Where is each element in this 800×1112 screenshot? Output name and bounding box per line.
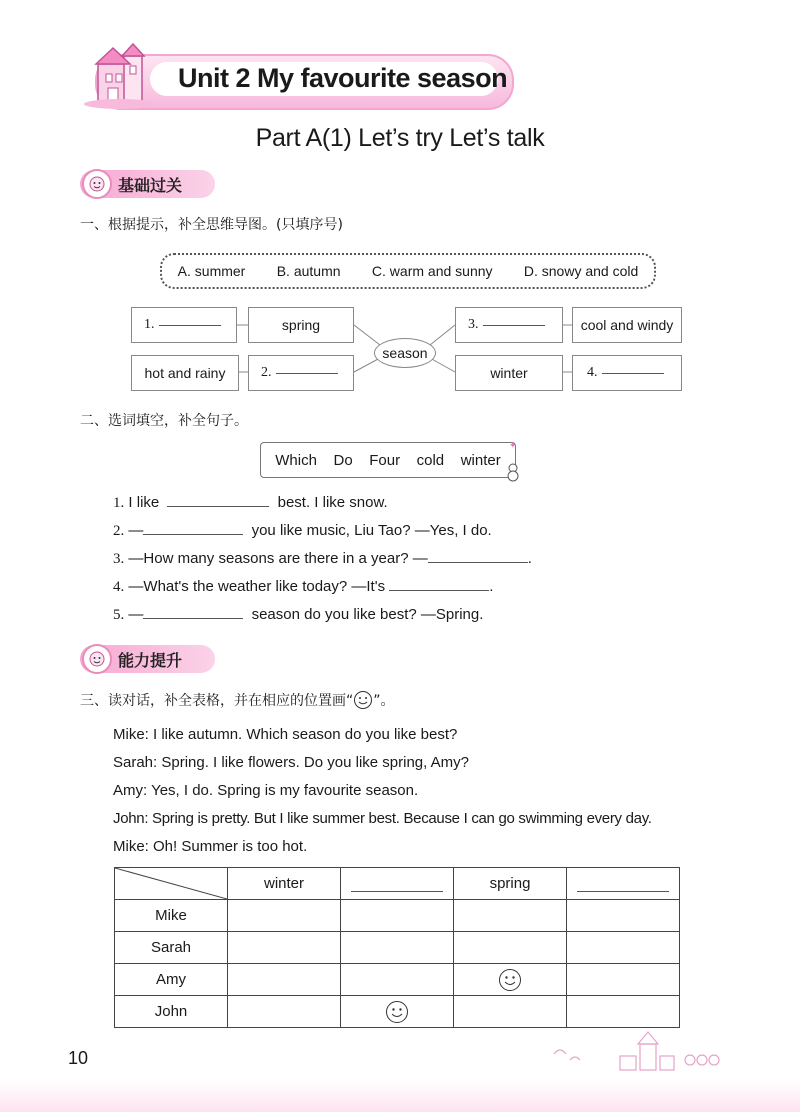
table-cell[interactable] bbox=[454, 900, 567, 932]
sentence-5-part-b: season do you like best? —Spring. bbox=[251, 606, 484, 623]
table-cell[interactable] bbox=[567, 996, 680, 1028]
sentence-5-num: 5. bbox=[113, 607, 125, 623]
sentence-3-part-b: . bbox=[527, 550, 532, 567]
table-cell[interactable] bbox=[454, 932, 567, 964]
sentence-4-blank[interactable] bbox=[389, 590, 489, 591]
question-1-heading: 一、根据提示，补全思维导图。(只填序号) bbox=[80, 217, 343, 233]
table-cell[interactable] bbox=[341, 900, 454, 932]
sentence-2-part-a: — bbox=[128, 522, 144, 539]
mindmap-box-winter bbox=[455, 355, 563, 391]
mindmap-blank-4-num: 4. bbox=[587, 365, 598, 380]
dialogue-line-4: John: Spring is pretty. But I like summer best. Because I can go swimming every day. bbox=[113, 810, 652, 827]
footer-band bbox=[0, 1080, 800, 1112]
mindmap-blank-4[interactable] bbox=[602, 373, 664, 374]
mindmap-hot-rainy: hot and rainy bbox=[144, 365, 226, 381]
word-bank bbox=[260, 442, 516, 478]
sentence-5 bbox=[113, 606, 483, 624]
svg-text:✦: ✦ bbox=[509, 440, 517, 450]
header-blank-2[interactable] bbox=[567, 868, 680, 900]
sentence-3-part-a: —How many seasons are there in a year? — bbox=[128, 550, 428, 567]
diagonal-line bbox=[115, 868, 227, 899]
table-cell[interactable] bbox=[341, 964, 454, 996]
header-winter: winter bbox=[228, 868, 341, 900]
table-cell[interactable] bbox=[341, 932, 454, 964]
mindmap-box-hot bbox=[131, 355, 239, 391]
table-cell[interactable] bbox=[228, 900, 341, 932]
smiley-icon bbox=[385, 1000, 409, 1024]
row-name-sarah: Sarah bbox=[115, 932, 228, 964]
sentence-3-blank[interactable] bbox=[428, 562, 528, 563]
mindmap-blank-2-num: 2. bbox=[261, 365, 272, 380]
smiley-icon bbox=[498, 968, 522, 992]
sentence-1-blank[interactable] bbox=[167, 506, 269, 507]
mindmap-box-spring bbox=[248, 307, 354, 343]
dialogue-line-1: Mike: I like autumn. Which season do you like best? bbox=[113, 726, 458, 743]
row-name-john: John bbox=[115, 996, 228, 1028]
sentence-3-num: 3. bbox=[113, 551, 125, 567]
row-name-mike: Mike bbox=[115, 900, 228, 932]
table-cell[interactable] bbox=[454, 996, 567, 1028]
sentence-4 bbox=[113, 578, 493, 596]
mindmap-cool-windy: cool and windy bbox=[580, 317, 674, 333]
word-do: Do bbox=[333, 451, 353, 469]
table-cell[interactable] bbox=[228, 932, 341, 964]
girl-face-icon bbox=[82, 644, 112, 674]
mindmap-blank-3[interactable] bbox=[483, 325, 545, 326]
sentence-1-part-b: best. I like snow. bbox=[277, 494, 388, 511]
part-title: Part A(1) Let’s try Let’s talk bbox=[255, 124, 545, 152]
sentence-4-part-b: . bbox=[489, 578, 494, 595]
table-cell[interactable] bbox=[228, 964, 341, 996]
table-cell[interactable] bbox=[567, 900, 680, 932]
sentence-3 bbox=[113, 550, 532, 568]
sentence-1-part-a: I like bbox=[128, 494, 160, 511]
mindmap-winter: winter bbox=[490, 365, 528, 381]
table-cell[interactable] bbox=[454, 964, 567, 996]
sentence-2 bbox=[113, 522, 492, 540]
season-table bbox=[114, 867, 680, 1028]
mindmap-box-2 bbox=[248, 355, 354, 391]
word-four: Four bbox=[369, 451, 401, 469]
row-name-amy: Amy bbox=[115, 964, 228, 996]
option-c: C. warm and sunny bbox=[371, 263, 493, 279]
castle-decoration-icon bbox=[550, 1030, 730, 1074]
section-badge-advanced bbox=[80, 645, 215, 673]
mindmap-box-4 bbox=[572, 355, 682, 391]
sentence-5-blank[interactable] bbox=[143, 618, 243, 619]
sentence-4-num: 4. bbox=[113, 579, 125, 595]
mindmap-center-season: season bbox=[374, 338, 436, 368]
question-3-heading bbox=[80, 690, 395, 710]
mindmap-box-cool bbox=[572, 307, 682, 343]
sentence-5-part-a: — bbox=[128, 606, 144, 623]
mindmap-spring: spring bbox=[281, 317, 321, 333]
question-3-heading-part-b: ”。 bbox=[373, 693, 395, 709]
sentence-2-num: 2. bbox=[113, 523, 125, 539]
smiley-icon bbox=[353, 690, 373, 710]
section-badge-label: 能力提升 bbox=[118, 650, 183, 670]
mindmap-blank-3-num: 3. bbox=[468, 317, 479, 332]
word-cold: cold bbox=[416, 451, 445, 469]
snowman-icon bbox=[503, 438, 523, 484]
table-row bbox=[115, 964, 680, 996]
word-which: Which bbox=[275, 451, 317, 469]
page-number: 10 bbox=[68, 1048, 89, 1068]
dialogue-line-5: Mike: Oh! Summer is too hot. bbox=[113, 838, 308, 855]
sentence-2-part-b: you like music, Liu Tao? —Yes, I do. bbox=[251, 522, 492, 539]
question-2-heading: 二、选词填空，补全句子。 bbox=[80, 413, 248, 429]
question-3-heading-part-a: 三、读对话，补全表格，并在相应的位置画“ bbox=[80, 693, 354, 709]
sentence-1-num: 1. bbox=[113, 495, 125, 511]
table-cell[interactable] bbox=[341, 996, 454, 1028]
dialogue-line-3: Amy: Yes, I do. Spring is my favourite season. bbox=[113, 782, 419, 799]
word-winter: winter bbox=[460, 451, 501, 469]
option-b: B. autumn bbox=[276, 263, 341, 279]
table-header-row bbox=[115, 868, 680, 900]
sentence-1 bbox=[113, 494, 388, 512]
mindmap-blank-1-num: 1. bbox=[144, 317, 155, 332]
table-row bbox=[115, 996, 680, 1028]
option-d: D. snowy and cold bbox=[523, 263, 639, 279]
table-cell[interactable] bbox=[567, 932, 680, 964]
option-a: A. summer bbox=[177, 263, 246, 279]
table-row bbox=[115, 932, 680, 964]
sentence-4-part-a: —What's the weather like today? —It's bbox=[128, 578, 386, 595]
diagonal-corner-cell bbox=[115, 868, 228, 900]
table-cell[interactable] bbox=[228, 996, 341, 1028]
section-badge-label: 基础过关 bbox=[118, 175, 183, 195]
dialogue-line-2: Sarah: Spring. I like flowers. Do you like spring, Amy? bbox=[113, 754, 469, 771]
unit-title: Unit 2 My favourite season bbox=[178, 63, 508, 93]
sentence-2-blank[interactable] bbox=[143, 534, 243, 535]
mindmap-blank-1[interactable] bbox=[159, 325, 221, 326]
table-row bbox=[115, 900, 680, 932]
header-blank-1[interactable] bbox=[341, 868, 454, 900]
mindmap-box-1 bbox=[131, 307, 237, 343]
mindmap-blank-2[interactable] bbox=[276, 373, 338, 374]
mindmap-box-3 bbox=[455, 307, 563, 343]
header-spring: spring bbox=[454, 868, 567, 900]
table-cell[interactable] bbox=[567, 964, 680, 996]
